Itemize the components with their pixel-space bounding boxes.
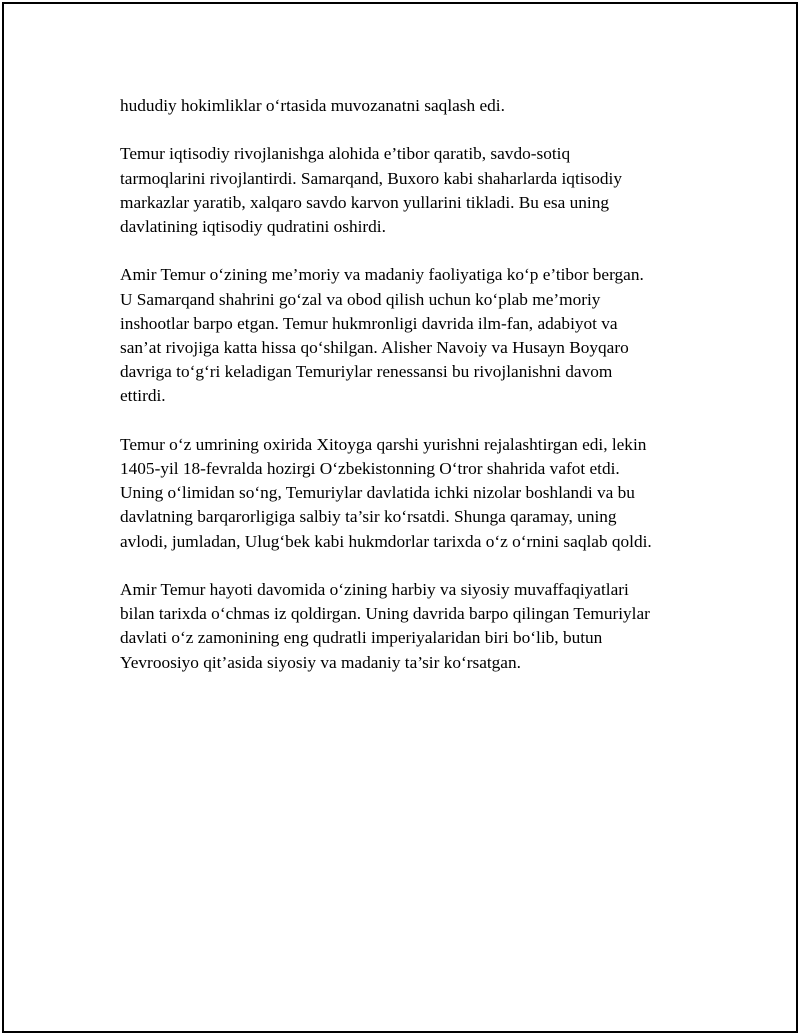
- document-body: [120, 94, 710, 699]
- text-line: Amir Temur hayoti davomida o‘zining harbiy va siyosiy muvaffaqiyatlari: [120, 580, 629, 599]
- text-line: davlatning barqarorligiga salbiy ta’sir ko‘rsatdi. Shunga qaramay, uning: [120, 507, 617, 527]
- paragraph-1: [120, 94, 710, 118]
- text-line: bilan tarixda o‘chmas iz qoldirgan. Uning davrida barpo qilingan Temuriylar: [120, 604, 650, 624]
- text-line: davlati o‘z zamonining eng qudratli imperiyalaridan biri bo‘lib, butun: [120, 628, 603, 648]
- text-line: inshootlar barpo etgan. Temur hukmronligi davrida ilm-fan, adabiyot va: [120, 313, 618, 333]
- text-line: ettirdi.: [120, 386, 166, 406]
- paragraph-5: [120, 578, 710, 675]
- text-line: davriga to‘g‘ri keladigan Temuriylar renessansi bu rivojlanishni davom: [120, 362, 613, 382]
- text-line: san’at rivojiga katta hissa qo‘shilgan. Alisher Navoiy va Husayn Boyqaro: [120, 338, 629, 357]
- text-line: Yevroosiyo qit’asida siyosiy va madaniy ta’sir ko‘rsatgan.: [120, 652, 521, 672]
- text-line: avlodi, jumladan, Ulug‘bek kabi hukmdorlar tarixda o‘z o‘rnini saqlab qoldi.: [120, 531, 652, 551]
- text-line: hududiy hokimliklar o‘rtasida muvozanatni saqlash edi.: [120, 96, 505, 115]
- text-line: Temur iqtisodiy rivojlanishga alohida e’tibor qaratib, savdo-sotiq: [120, 144, 571, 164]
- text-line: Temur o‘z umrining oxirida Xitoyga qarshi yurishni rejalashtirgan edi, lekin: [120, 434, 647, 454]
- text-line: tarmoqlarini rivojlantirdi. Samarqand, Buxoro kabi shaharlarda iqtisodiy: [120, 168, 623, 188]
- text-line: Amir Temur o‘zining me’moriy va madaniy faoliyatiga ko‘p e’tibor bergan.: [120, 265, 644, 285]
- paragraph-2: [120, 142, 710, 239]
- paragraph-4: [120, 433, 710, 554]
- paragraph-3: [120, 263, 710, 408]
- text-line: Uning o‘limidan so‘ng, Temuriylar davlatida ichki nizolar boshlandi va bu: [120, 483, 635, 503]
- document-page: [2, 2, 798, 1033]
- text-line: 1405-yil 18-fevralda hozirgi O‘zbekistonning O‘tror shahrida vafot etdi.: [120, 459, 620, 478]
- text-line: davlatining iqtisodiy qudratini oshirdi.: [120, 217, 386, 236]
- text-line: U Samarqand shahrini go‘zal va obod qilish uchun ko‘plab me’moriy: [120, 289, 601, 309]
- text-line: markazlar yaratib, xalqaro savdo karvon yullarini tikladi. Bu esa uning: [120, 192, 610, 212]
